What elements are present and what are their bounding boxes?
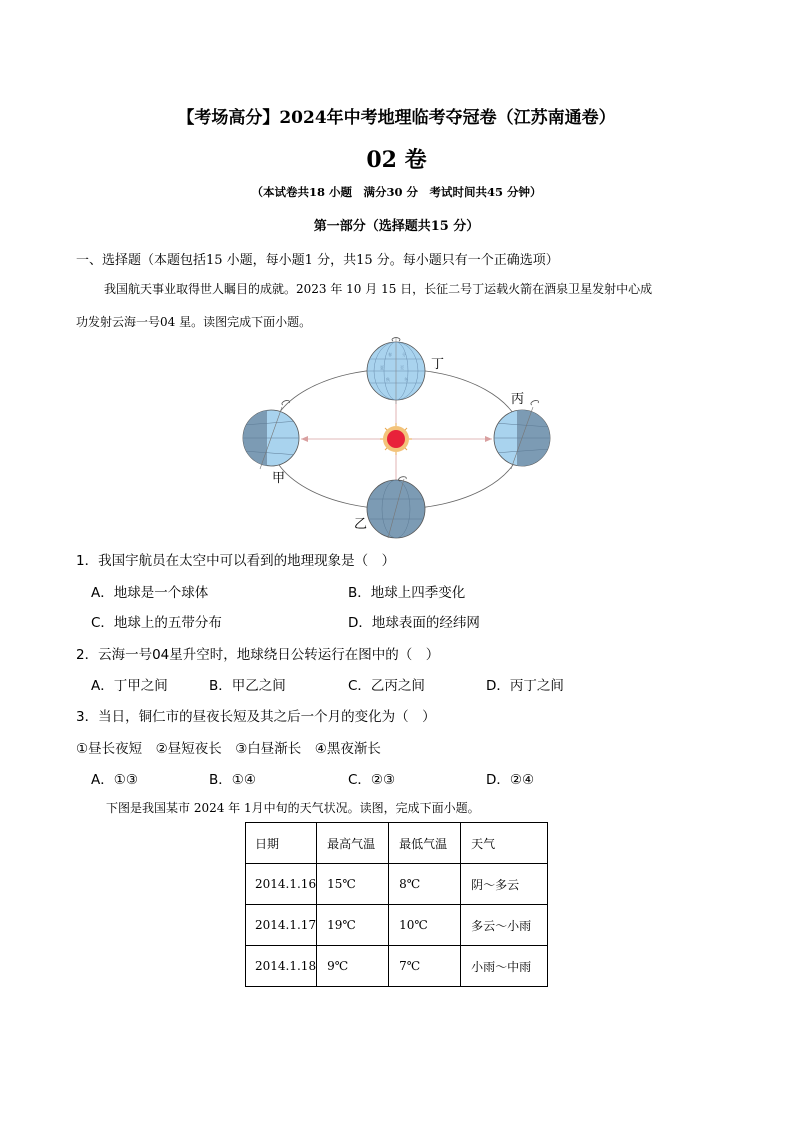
sun (380, 423, 412, 455)
section-instructions: 一、选择题（本题包括15 小题，每小题1 分，共15 分。每小题只有一个正确选项） (76, 253, 559, 268)
table-caption: 下图是我国某市 2024 年 1月中旬的天气状况。读图，完成下面小题。 (106, 801, 480, 815)
earth-jia (243, 400, 299, 469)
table-cell: 2014.1.17 (246, 905, 317, 946)
q2-option-c[interactable]: C．乙丙之间 (348, 678, 425, 694)
question-3: 3．当日，铜仁市的昼夜长短及其之后一个月的变化为（ ） (76, 709, 436, 725)
table-cell: 小雨～中雨 (461, 946, 548, 987)
table-header-cell: 最高气温 (317, 823, 389, 864)
table-header-cell: 天气 (461, 823, 548, 864)
q3-option-c[interactable]: C．②③ (348, 772, 396, 788)
q1-option-b[interactable]: B．地球上四季变化 (348, 585, 466, 601)
intro-line-2: 功发射云海一号04 星。读图完成下面小题。 (76, 315, 312, 329)
q3-option-b[interactable]: B．①④ (209, 772, 256, 788)
label-bing: 丙 (511, 392, 525, 407)
table-header-row (246, 823, 548, 864)
table-cell: 19℃ (317, 905, 389, 946)
label-yi: 乙 (354, 517, 368, 532)
table-cell: 8℃ (389, 864, 461, 905)
earth-ding (367, 338, 425, 404)
table-cell: 9℃ (317, 946, 389, 987)
table-header-cell: 日期 (246, 823, 317, 864)
exam-subtitle: 02 卷 (366, 147, 427, 173)
earth-yi (367, 477, 425, 538)
svg-text:夏: 夏 (380, 365, 384, 370)
q2-option-d[interactable]: D．丙丁之间 (486, 678, 564, 694)
svg-text:冬: 冬 (404, 377, 408, 382)
table-cell: 2014.1.16 (246, 864, 317, 905)
exam-title: 【考场高分】2024年中考地理临考夺冠卷（江苏南通卷） (177, 108, 616, 128)
question-1: 1．我国宇航员在太空中可以看到的地理现象是（ ） (76, 553, 396, 569)
table-cell: 10℃ (389, 905, 461, 946)
table-cell: 15℃ (317, 864, 389, 905)
table-row (246, 946, 548, 987)
q1-option-a[interactable]: A．地球是一个球体 (91, 585, 209, 601)
earth-bing (494, 400, 550, 469)
arrow-right (485, 436, 492, 442)
svg-text:春: 春 (388, 352, 392, 357)
table-cell: 多云～小雨 (461, 905, 548, 946)
q1-option-c[interactable]: C．地球上的五带分布 (91, 615, 222, 631)
earth-orbit-diagram (230, 335, 570, 540)
q3-option-a[interactable]: A．①③ (91, 772, 138, 788)
q3-choices-line: ①昼长夜短 ②昼短夜长 ③白昼渐长 ④黑夜渐长 (76, 741, 381, 757)
table-cell: 2014.1.18 (246, 946, 317, 987)
svg-text:分: 分 (402, 352, 406, 357)
arrow-left (301, 436, 308, 442)
exam-info: （本试卷共18 小题 满分30 分 考试时间共45 分钟） (251, 185, 542, 199)
intro-line-1: 我国航天事业取得世人瞩目的成就。2023 年 10 月 15 日，长征二号丁运载火箭在酒泉卫星发射中心成 (104, 282, 653, 296)
q2-option-a[interactable]: A．丁甲之间 (91, 678, 168, 694)
q2-option-b[interactable]: B．甲乙之间 (209, 678, 286, 694)
q3-option-d[interactable]: D．②④ (486, 772, 535, 788)
weather-table (245, 822, 548, 987)
table-header-cell: 最低气温 (389, 823, 461, 864)
table-row (246, 864, 548, 905)
svg-text:至: 至 (400, 365, 404, 370)
table-row (246, 905, 548, 946)
svg-text:秋: 秋 (386, 377, 390, 382)
question-2: 2．云海一号04星升空时，地球绕日公转运行在图中的（ ） (76, 647, 440, 663)
label-jia: 甲 (272, 471, 286, 486)
section-title: 第一部分（选择题共15 分） (313, 219, 480, 234)
q1-option-d[interactable]: D．地球表面的经纬网 (348, 615, 480, 631)
table-cell: 阴～多云 (461, 864, 548, 905)
table-cell: 7℃ (389, 946, 461, 987)
label-ding: 丁 (431, 357, 445, 372)
